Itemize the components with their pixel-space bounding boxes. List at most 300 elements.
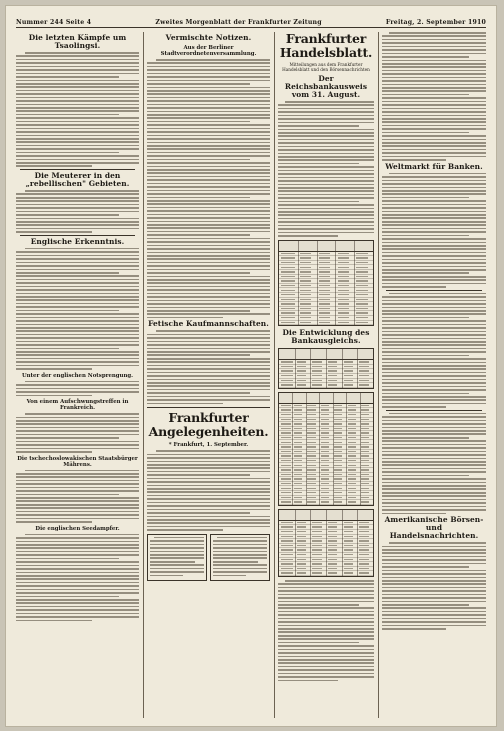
table-cell [319,285,330,286]
table-cell [338,257,349,258]
table-cell [281,271,295,272]
table-cell [334,446,342,447]
table-cell [312,361,321,362]
text-line [278,163,359,165]
table-cell [334,451,342,452]
divider [386,410,482,411]
text-line [147,512,250,514]
text-line [382,276,486,278]
table-cell [356,317,367,318]
table-cell [338,253,349,254]
text-line [382,262,486,264]
table-cell [356,257,367,258]
text-line [382,94,469,96]
text-line [147,317,223,319]
table-cell [338,276,349,277]
text-line [278,177,374,179]
text-line [156,59,270,61]
table-column-rule [357,349,358,388]
table-cell [297,384,306,385]
table-cell [294,405,302,406]
table-cell [294,501,302,502]
headline-handelsblatt: Frankfurter Handelsblatt. [279,32,373,60]
text-line [154,537,204,539]
text-line [16,599,139,601]
table-cell [281,409,291,410]
table-cell [334,409,342,410]
text-line [147,166,270,168]
table-cell [312,536,321,537]
article-body [147,450,270,531]
table-cell [294,469,302,470]
table-cell [294,460,302,461]
text-line [16,148,139,150]
text-line [382,152,486,154]
text-line [147,286,270,288]
text-line [16,330,139,332]
table-cell [319,312,330,313]
text-line [278,159,374,161]
text-line [278,673,374,675]
text-line [147,337,270,339]
text-line [278,628,374,630]
table-cell [359,540,368,541]
text-line [147,505,270,507]
text-line [16,145,139,147]
text-line [16,476,139,478]
table-cell [321,432,329,433]
text-line [382,42,486,44]
column-rule [378,32,379,718]
table-cell [281,531,293,532]
text-line [382,300,486,302]
text-line [382,111,486,113]
text-line [382,351,486,353]
article-body [147,59,270,318]
table-cell [307,460,315,461]
article-body [278,580,374,681]
text-line [213,568,267,570]
table-cell [319,280,330,281]
table-cell [328,375,337,376]
text-line [25,381,139,383]
text-line [382,142,486,144]
table-cell [348,405,356,406]
table-column-rule [295,510,296,576]
table-cell [281,375,293,376]
table-cell [300,303,311,304]
table-cell [281,568,293,569]
table-cell [321,414,329,415]
text-line [16,344,139,346]
dateline: * Frankfurt, 1. September. [168,442,249,449]
text-line [147,197,250,199]
table-cell [307,478,315,479]
table-cell [348,455,356,456]
text-line [147,66,270,68]
table-cell [359,568,368,569]
text-line [382,193,486,195]
table-cell [281,370,293,371]
table-cell [321,428,329,429]
text-line [278,132,374,134]
table-cell [307,419,315,420]
table-cell [307,465,315,466]
table-column-rule [319,393,320,505]
table-cell [294,437,302,438]
table-cell [356,308,367,309]
text-line [382,546,486,548]
text-line [16,152,119,154]
table-cell [334,414,342,415]
text-line [147,111,270,113]
table-cell [338,308,349,309]
table-cell [361,460,369,461]
statistics-table [278,240,374,327]
text-line [147,344,270,346]
text-line [278,111,374,113]
table-cell [281,432,291,433]
table-cell [356,267,367,268]
text-line [278,170,374,172]
table-cell [281,545,293,546]
text-line [150,544,204,546]
text-line [382,56,469,58]
table-column-rule [310,510,311,576]
text-line [278,156,374,158]
table-column-rule [326,510,327,576]
table-cell [312,540,321,541]
text-line [16,507,139,509]
table-cell [348,414,356,415]
table-cell [338,303,349,304]
text-line [382,255,486,257]
text-line [147,87,270,89]
table-cell [297,568,306,569]
table-cell [307,488,315,489]
table-cell [344,522,353,523]
table-cell [356,280,367,281]
text-line [382,570,486,572]
text-line [147,368,270,370]
table-cell [312,380,321,381]
text-line [16,310,119,312]
text-line [147,255,270,257]
table-cell [344,366,353,367]
text-line [278,680,338,682]
table-cell [297,536,306,537]
table-cell [307,492,315,493]
text-line [16,606,139,608]
text-line [278,173,374,175]
text-line [147,152,270,154]
top-rule [16,27,486,28]
table-cell [307,455,315,456]
text-line [382,84,486,86]
column-3 [278,32,374,718]
table-cell [297,366,306,367]
table-cell [297,572,306,573]
text-line [389,293,486,295]
text-line [382,458,486,460]
text-line [382,135,486,137]
text-line [16,348,119,350]
text-line [382,485,486,487]
text-line [147,162,270,164]
text-line [147,389,270,391]
article-body [16,534,139,622]
text-line [16,93,139,95]
text-line [16,272,119,274]
text-line [382,365,486,367]
text-line [278,218,374,220]
table-cell [359,384,368,385]
text-line [278,642,359,644]
table-cell [328,380,337,381]
headline-amerikanische: Amerikanische Börsen- und Handelsnachrichten. [384,515,484,541]
text-line [382,341,486,343]
text-line [213,557,267,559]
table-cell [356,271,367,272]
text-line [16,279,139,281]
table-cell [338,280,349,281]
text-line [16,582,139,584]
headline-kaufmannschaften: Fetische Kaufmannschaften. [148,319,269,329]
text-line [278,221,374,223]
text-line [382,355,469,357]
text-line [278,232,374,234]
text-line [16,554,139,556]
table-cell [348,437,356,438]
table-cell [281,442,291,443]
notice-boxes [147,534,270,581]
table-cell [361,483,369,484]
column-4 [382,32,486,718]
table-cell [281,460,291,461]
text-line [147,279,270,281]
text-line [16,613,139,615]
text-line [16,358,139,360]
table-cell [321,446,329,447]
text-line [278,614,374,616]
table-cell [348,497,356,498]
text-line [16,86,139,88]
table-cell [300,262,311,263]
text-line [25,470,139,472]
text-line [382,573,486,575]
table-cell [321,423,329,424]
text-line [147,522,270,524]
text-line [147,148,270,150]
article-body [382,173,486,288]
text-line [382,587,486,589]
text-line [16,391,139,393]
text-line [382,46,486,48]
table-cell [361,409,369,410]
text-line [16,269,139,271]
table-cell [319,267,330,268]
table-cell [334,497,342,498]
article-body [16,381,139,396]
table-cell [300,294,311,295]
text-line [16,282,139,284]
headline-meuterer: Die Meuterer in den „rebellischen" Gebieten. [25,171,130,189]
table-cell [281,312,295,313]
text-line [382,259,486,261]
text-line [16,76,119,78]
subhead: Die englischen Seedampfer. [35,525,120,532]
text-line [16,483,139,485]
text-line [382,303,486,305]
text-line [382,317,469,319]
newspaper-page [6,6,496,726]
table-cell [297,563,306,564]
text-line [147,234,250,236]
table-cell [307,428,315,429]
text-line [147,183,270,185]
text-line [16,200,139,202]
text-line [382,187,486,189]
text-line [382,101,486,103]
column-rule [274,32,275,718]
text-line [16,334,139,336]
text-line [16,265,139,267]
table-cell [328,545,337,546]
text-line [16,131,139,133]
table-cell [321,405,329,406]
text-line [147,385,270,387]
table-cell [307,451,315,452]
text-line [382,242,486,244]
text-line [16,487,139,489]
text-line [16,214,119,216]
text-line [147,495,270,497]
table-cell [361,442,369,443]
text-line [16,427,139,429]
text-line [382,80,486,82]
table-cell [344,545,353,546]
article-body [16,470,139,523]
table-cell [321,465,329,466]
table-cell [281,474,291,475]
text-line [16,275,139,277]
text-line [16,592,139,594]
table-cell [361,451,369,452]
text-line [382,324,486,326]
text-line [382,604,469,606]
table-cell [297,559,306,560]
table-cell [348,492,356,493]
text-line [278,187,374,189]
table-cell [281,572,293,573]
text-line [382,121,486,123]
table-cell [307,414,315,415]
table-cell [300,312,311,313]
text-line [278,118,374,120]
text-line [147,289,270,291]
text-line [382,430,486,432]
table-cell [361,492,369,493]
table-cell [361,446,369,447]
text-line [278,142,374,144]
text-line [16,286,139,288]
table-cell [361,469,369,470]
text-line [147,310,250,312]
text-line [382,495,486,497]
table-cell [294,465,302,466]
table-cell [361,432,369,433]
text-line [156,330,270,332]
text-line [147,403,223,405]
text-line [147,300,270,302]
headline-reichsbank: Der Reichsbankausweis vom 31. August. [284,74,368,99]
table-cell [334,474,342,475]
table-cell [344,549,353,550]
table-cell [359,375,368,376]
table-cell [328,370,337,371]
text-line [16,62,139,64]
text-line [278,184,374,186]
table-cell [281,423,291,424]
text-line [382,327,486,329]
table-row [279,321,373,326]
text-line [16,97,139,99]
table-cell [281,428,291,429]
text-line [278,135,374,137]
text-line [16,218,139,220]
text-line [16,197,139,199]
table-cell [321,460,329,461]
table-cell [319,303,330,304]
text-line [382,60,486,62]
table-cell [312,384,321,385]
table-cell [281,303,295,304]
text-line [382,618,486,620]
table-cell [300,299,311,300]
table-cell [307,483,315,484]
text-line [16,124,139,126]
table-cell [328,549,337,550]
text-line [382,406,446,408]
table-cell [344,526,353,527]
text-line [16,66,139,68]
table-cell [319,271,330,272]
table-cell [297,522,306,523]
table-column-rule [295,349,296,388]
text-line [382,35,486,37]
table-cell [356,262,367,263]
table-cell [294,455,302,456]
table-cell [361,478,369,479]
text-line [147,117,270,119]
text-line [147,121,250,123]
text-line [16,423,139,425]
text-line [382,375,486,377]
text-line [147,526,270,528]
text-line [147,467,270,469]
text-line [278,190,374,192]
table-cell [281,253,295,254]
running-head [16,14,486,26]
text-line [278,618,374,620]
text-line [382,320,486,322]
notice-box [147,534,207,581]
text-line [147,488,270,490]
table-cell [297,540,306,541]
text-line [278,122,374,124]
text-line [16,365,139,367]
table-cell [348,465,356,466]
